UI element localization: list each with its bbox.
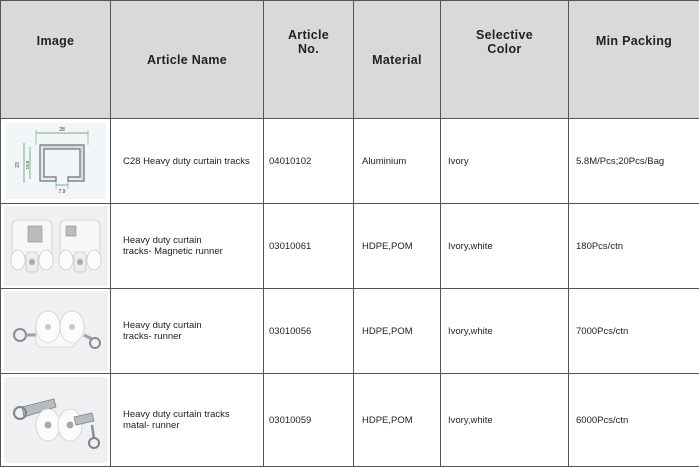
article-name-line1: Heavy duty curtain	[123, 320, 263, 331]
table-row	[1, 289, 699, 374]
selective-color: Ivory,white	[441, 374, 569, 467]
article-name-line2: matal- runner	[123, 420, 263, 431]
dim-height-label: 23	[15, 162, 21, 168]
product-image-cell	[1, 119, 111, 204]
article-name-line1: Heavy duty curtain tracks	[123, 409, 263, 420]
product-image-cell	[1, 289, 111, 374]
material: HDPE,POM	[354, 204, 441, 289]
dim-inner-label: 19.5	[25, 160, 30, 169]
table-row	[1, 119, 699, 204]
selective-color: Ivory	[441, 119, 569, 204]
min-packing: 7000Pcs/ctn	[569, 289, 699, 374]
header-color-line2: Color	[441, 42, 568, 56]
article-name	[111, 119, 264, 204]
article-name-line2: tracks- Magnetic runner	[123, 246, 263, 257]
metal-runner-icon	[4, 377, 108, 463]
article-name	[111, 374, 264, 467]
table-row	[1, 204, 699, 289]
header-selective-color	[441, 1, 569, 119]
header-article-no	[264, 1, 354, 119]
material: HDPE,POM	[354, 374, 441, 467]
header-article-name: Article Name	[111, 1, 264, 119]
min-packing: 5.8M/Pcs;20Pcs/Bag	[569, 119, 699, 204]
header-article-no-line1: Article	[264, 28, 353, 42]
min-packing: 6000Pcs/ctn	[569, 374, 699, 467]
header-article-no-line2: No.	[264, 42, 353, 56]
header-color-line1: Selective	[441, 28, 568, 42]
table-header-row	[1, 1, 699, 119]
article-no: 03010056	[264, 289, 354, 374]
selective-color: Ivory,white	[441, 204, 569, 289]
dim-width-label: 28	[59, 127, 65, 133]
selective-color: Ivory,white	[441, 289, 569, 374]
header-image: Image	[1, 1, 111, 119]
article-name-line2: tracks- runner	[123, 331, 263, 342]
dim-slot-label: 7.9	[58, 189, 65, 195]
track-runner-icon	[4, 291, 108, 371]
article-name-line1: Heavy duty curtain	[123, 235, 263, 246]
article-no: 03010059	[264, 374, 354, 467]
min-packing: 180Pcs/ctn	[569, 204, 699, 289]
material: Aluminium	[354, 119, 441, 204]
article-no: 04010102	[264, 119, 354, 204]
header-min-packing: Min Packing	[569, 1, 699, 119]
product-image-cell	[1, 374, 111, 467]
table-row	[1, 374, 699, 467]
article-name-line1: C28 Heavy duty curtain tracks	[123, 156, 263, 167]
article-name	[111, 204, 264, 289]
article-no: 03010061	[264, 204, 354, 289]
product-image-cell	[1, 204, 111, 289]
aluminium-track-profile-icon	[6, 123, 106, 199]
article-name	[111, 289, 264, 374]
material: HDPE,POM	[354, 289, 441, 374]
header-material: Material	[354, 1, 441, 119]
magnetic-runner-icon	[4, 206, 108, 286]
